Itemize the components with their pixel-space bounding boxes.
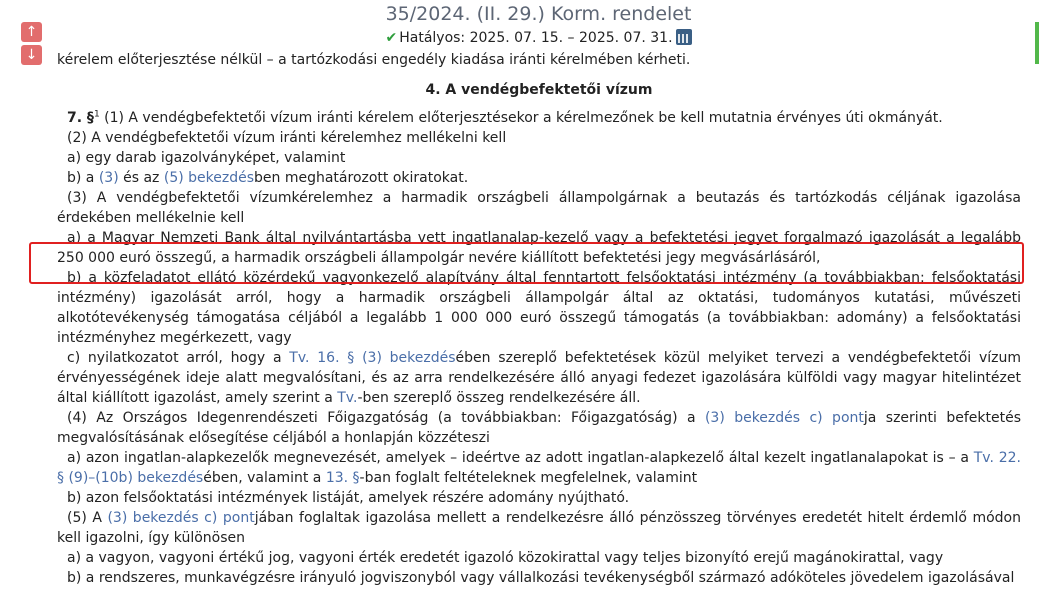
- ref-link[interactable]: 13. §: [325, 470, 360, 486]
- ref-link[interactable]: (3): [98, 170, 119, 186]
- footnote-link[interactable]: 1: [93, 109, 100, 120]
- point-3b: b) a közfeladatot ellátó közérdekű vagyonkezelő alapítvány által fenntartott felsőoktatási intézmény (a továbbiakban: felsőoktatási intézmény) igazolását arról, hogy a harmadik országbeli állampolgár által az oktatási, tudományos kutatási, művészeti alkotótevékenység támogatása céljából a legalább 1 000 000 euró összegű támogatás (a továbbiakban: adomány) a felsőoktatási intézményhez megérkezett, vagy: [57, 270, 1021, 346]
- paragraph-7-5: (5) A (3) bekezdés c) pontjában foglaltak igazolása mellett a rendelkezésre álló pénzösszeg törvényes eredetét hitelt érdemlő módon kell igazolni, így különösen: [57, 510, 1021, 546]
- ref-link[interactable]: Tv. 22. § (9)–(10b) bekezdés: [57, 450, 1021, 486]
- previous-paragraph: kérelem előterjesztése nélkül – a tartózkodási engedély kiadása iránti kérelmében kérheti.: [57, 52, 691, 68]
- arrow-up-icon[interactable]: ↑: [21, 22, 42, 42]
- document-header: [0, 0, 1039, 52]
- document-title: 35/2024. (II. 29.) Korm. rendelet: [385, 3, 692, 25]
- point-3a: a) a Magyar Nemzeti Bank által nyilvántartásba vett ingatlanalap-kezelő vagy a befektetési jegyet forgalmazó igazolását a legalább 250 000 euró összegű, a harmadik országbeli állampolgár nevére kiállított befektetési jegy megvásárlásáról,: [57, 230, 1021, 266]
- ref-link[interactable]: Tv. 16. § (3) bekezdés: [289, 350, 456, 366]
- point-2b: b) a (3) és az (5) bekezdésben meghatározott okiratokat.: [67, 170, 469, 186]
- ref-link[interactable]: (5) bekezdés: [163, 170, 255, 186]
- point-5b: b) a rendszeres, munkavégzésre irányuló jogviszonyból vagy vállalkozási tevékenységből származó adóköteles jövedelem igazolásával: [67, 570, 1015, 586]
- document-body: [57, 50, 1021, 588]
- scroll-indicator[interactable]: [1035, 22, 1039, 64]
- point-4a: a) azon ingatlan-alapkezelők megnevezését, amelyek – ideértve az adott ingatlan-alapkezelő által kezelt ingatlanalapokat is – a Tv. 22. § (9)–(10b) bekezdésében, valamint a 13. §-ban foglalt feltételeknek megfelelnek, valamint: [57, 450, 1021, 486]
- paragraph-7-2: (2) A vendégbefektetői vízum iránti kérelemhez mellékelni kell: [67, 130, 507, 146]
- point-3c: c) nyilatkozatot arról, hogy a Tv. 16. § (3) bekezdésében szereplő befektetések közül melyiket tervezi a vendégbefektetői vízum érvényességének ideje alatt megvalósítani, és az arra rendelkezésére álló anyagi fedezet igazolására külföldi vagy magyar hitelintézet által kiállított igazolást, amely szerint a Tv.-ben szereplő összeg rendelkezésére áll.: [57, 350, 1021, 406]
- section-number: 7. §: [67, 110, 94, 126]
- ref-link[interactable]: (3) bekezdés c) pont: [704, 410, 864, 426]
- check-icon: ✔: [385, 30, 398, 46]
- point-2a: a) egy darab igazolványképet, valamint: [67, 150, 346, 166]
- paragraph-7-4: (4) Az Országos Idegenrendészeti Főigazgatóság (a továbbiakban: Főigazgatóság) a (3) bekezdés c) pontja szerinti befektetés megvalósításának elősegítése céljából a honlapján közzéteszi: [57, 410, 1021, 446]
- ref-link[interactable]: (3) bekezdés c) pont: [107, 510, 255, 526]
- highlight-box: [29, 242, 1024, 284]
- paragraph-7-1: 7. §$^1$ (1) A vendégbefektetői vízum iránti kérelem előterjesztésekor a kérelmezőnek be kell mutatnia érvényes úti okmányát.: [67, 109, 943, 126]
- validity-bar: [0, 29, 1039, 46]
- section-heading: 4. A vendégbefektetői vízum: [425, 82, 653, 98]
- arrow-down-icon[interactable]: ↓: [21, 45, 42, 65]
- paragraph-7-3: (3) A vendégbefektetői vízumkérelemhez a harmadik országbeli állampolgárnak a beutazás és tartózkodás céljának igazolása érdekében mellékelnie kell: [57, 190, 1021, 226]
- ref-link[interactable]: Tv.: [337, 390, 358, 406]
- point-4b: b) azon felsőoktatási intézmények listáját, amelyek részére adomány nyújtható.: [67, 490, 630, 506]
- calendar-icon[interactable]: [676, 29, 692, 45]
- point-5a: a) a vagyon, vagyoni értékű jog, vagyoni érték eredetét igazoló közokirattal vagy teljes bizonyító erejű magánokirattal, vagy: [67, 550, 944, 566]
- validity-label: Hatályos: 2025. 07. 15. – 2025. 07. 31.: [399, 30, 673, 46]
